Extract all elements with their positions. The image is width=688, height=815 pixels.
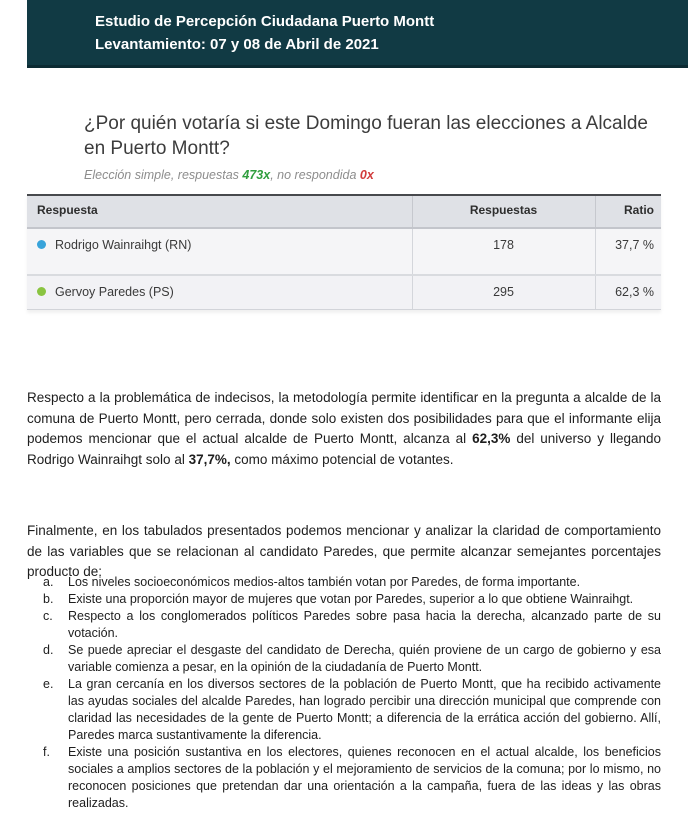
responses-count: 473x <box>242 168 271 182</box>
list-item-marker: c. <box>43 609 53 623</box>
table-header-row <box>27 195 661 228</box>
list-item <box>27 676 661 744</box>
list-item-marker: b. <box>43 592 54 606</box>
report-title: Estudio de Percepción Ciudadana Puerto Montt <box>95 13 435 30</box>
question-meta <box>84 168 650 182</box>
results-table <box>27 194 661 310</box>
findings-list <box>27 574 661 812</box>
responses-value: 295 <box>412 275 595 310</box>
analysis-paragraph-1 <box>27 388 661 470</box>
table-row <box>27 228 661 275</box>
meta-middle: , no respondida <box>270 168 360 182</box>
list-item-text: Respecto a los conglomerados políticos Paredes sobre pasa hacia la derecha, alcanzado parte de su votación. <box>68 609 661 640</box>
no-response-count: 0x <box>359 168 374 182</box>
analysis-paragraph-2: Finalmente, en los tabulados presentados podemos mencionar y analizar la claridad de comportamiento de las variables que se relacionan al candidato Paredes, que permite alcanzar semejantes porcentajes producto de: <box>27 523 661 579</box>
candidate-dot-icon <box>37 240 46 249</box>
list-item-marker: e. <box>43 677 54 691</box>
list-item-text: Existe una proporción mayor de mujeres que votan por Paredes, superior a lo que obtiene Wainraihgt. <box>68 592 634 606</box>
report-date-line: Levantamiento: 07 y 08 de Abril de 2021 <box>95 36 379 53</box>
list-item-marker: f. <box>43 745 50 759</box>
list-item-marker: d. <box>43 643 54 657</box>
question-section <box>84 111 650 182</box>
list-item <box>27 591 661 608</box>
candidate-dot-icon <box>37 287 46 296</box>
candidate-cell <box>27 275 412 310</box>
list-item-marker: a. <box>43 575 54 589</box>
candidate-name: Gervoy Paredes (PS) <box>55 285 174 299</box>
p1-bold-ratio-paredes: 62,3% <box>472 431 511 446</box>
p1-text: como máximo potencial de votantes. <box>230 451 454 467</box>
p1-bold-ratio-wainraihgt: 37,7%, <box>188 451 231 467</box>
ratio-value: 37,7 % <box>595 228 661 275</box>
responses-value: 178 <box>412 228 595 275</box>
candidate-cell <box>27 228 412 275</box>
candidate-name: Rodrigo Wainraihgt (RN) <box>55 238 192 252</box>
list-item-text: Los niveles socioeconómicos medios-altos también votan por Paredes, de forma importante. <box>68 575 581 589</box>
p1-text: Respecto a la problemática de indecisos, la metodología permite identificar en la pregunta a alcalde de la comuna de Puerto Montt, pero cerrada, donde solo existen dos posibilidades para que el informante elija podemos mencionar que el actual alcalde de Puerto Montt, alcanza al <box>27 390 661 446</box>
ratio-value: 62,3 % <box>595 275 661 310</box>
column-header-respuesta: Respuesta <box>27 195 412 228</box>
column-header-ratio: Ratio <box>595 195 661 228</box>
question-title: ¿Por quién votaría si este Domingo fueran las elecciones a Alcalde en Puerto Montt? <box>84 113 648 159</box>
meta-prefix: Elección simple, respuestas <box>84 168 243 182</box>
p1-text: del universo y llegando Rodrigo Wainraihgt solo al <box>27 431 661 467</box>
list-item-text: Existe una posición sustantiva en los electores, quienes reconocen en el actual alcalde, los beneficios sociales a amplios sectores de la población y el mejoramiento de servicios de la comuna; por lo mismo, no reconocen posiciones que pretendan dar una orientación a la campaña, fuera de las ideas y las obras realizadas. <box>68 745 661 810</box>
list-item <box>27 608 661 642</box>
list-item <box>27 642 661 676</box>
column-header-respuestas: Respuestas <box>412 195 595 228</box>
table-row <box>27 275 661 310</box>
list-item <box>27 574 661 591</box>
report-header-bar <box>27 0 688 68</box>
list-item-text: La gran cercanía en los diversos sectores de la población de Puerto Montt, que ha recibido activamente las ayudas sociales del alcalde Paredes, han logrado percibir una dirección municipal que comprende con claridad las necesidades de la gente de Puerto Montt; a diferencia de la errática acción del gobierno. Allí, Paredes marca sustantivamente la diferencia. <box>68 677 661 742</box>
list-item <box>27 744 661 812</box>
list-item-text: Se puede apreciar el desgaste del candidato de Derecha, quién proviene de un cargo de gobierno y esa variable comienza a pesar, en la opinión de la ciudadanía de Puerto Montt. <box>68 643 661 674</box>
